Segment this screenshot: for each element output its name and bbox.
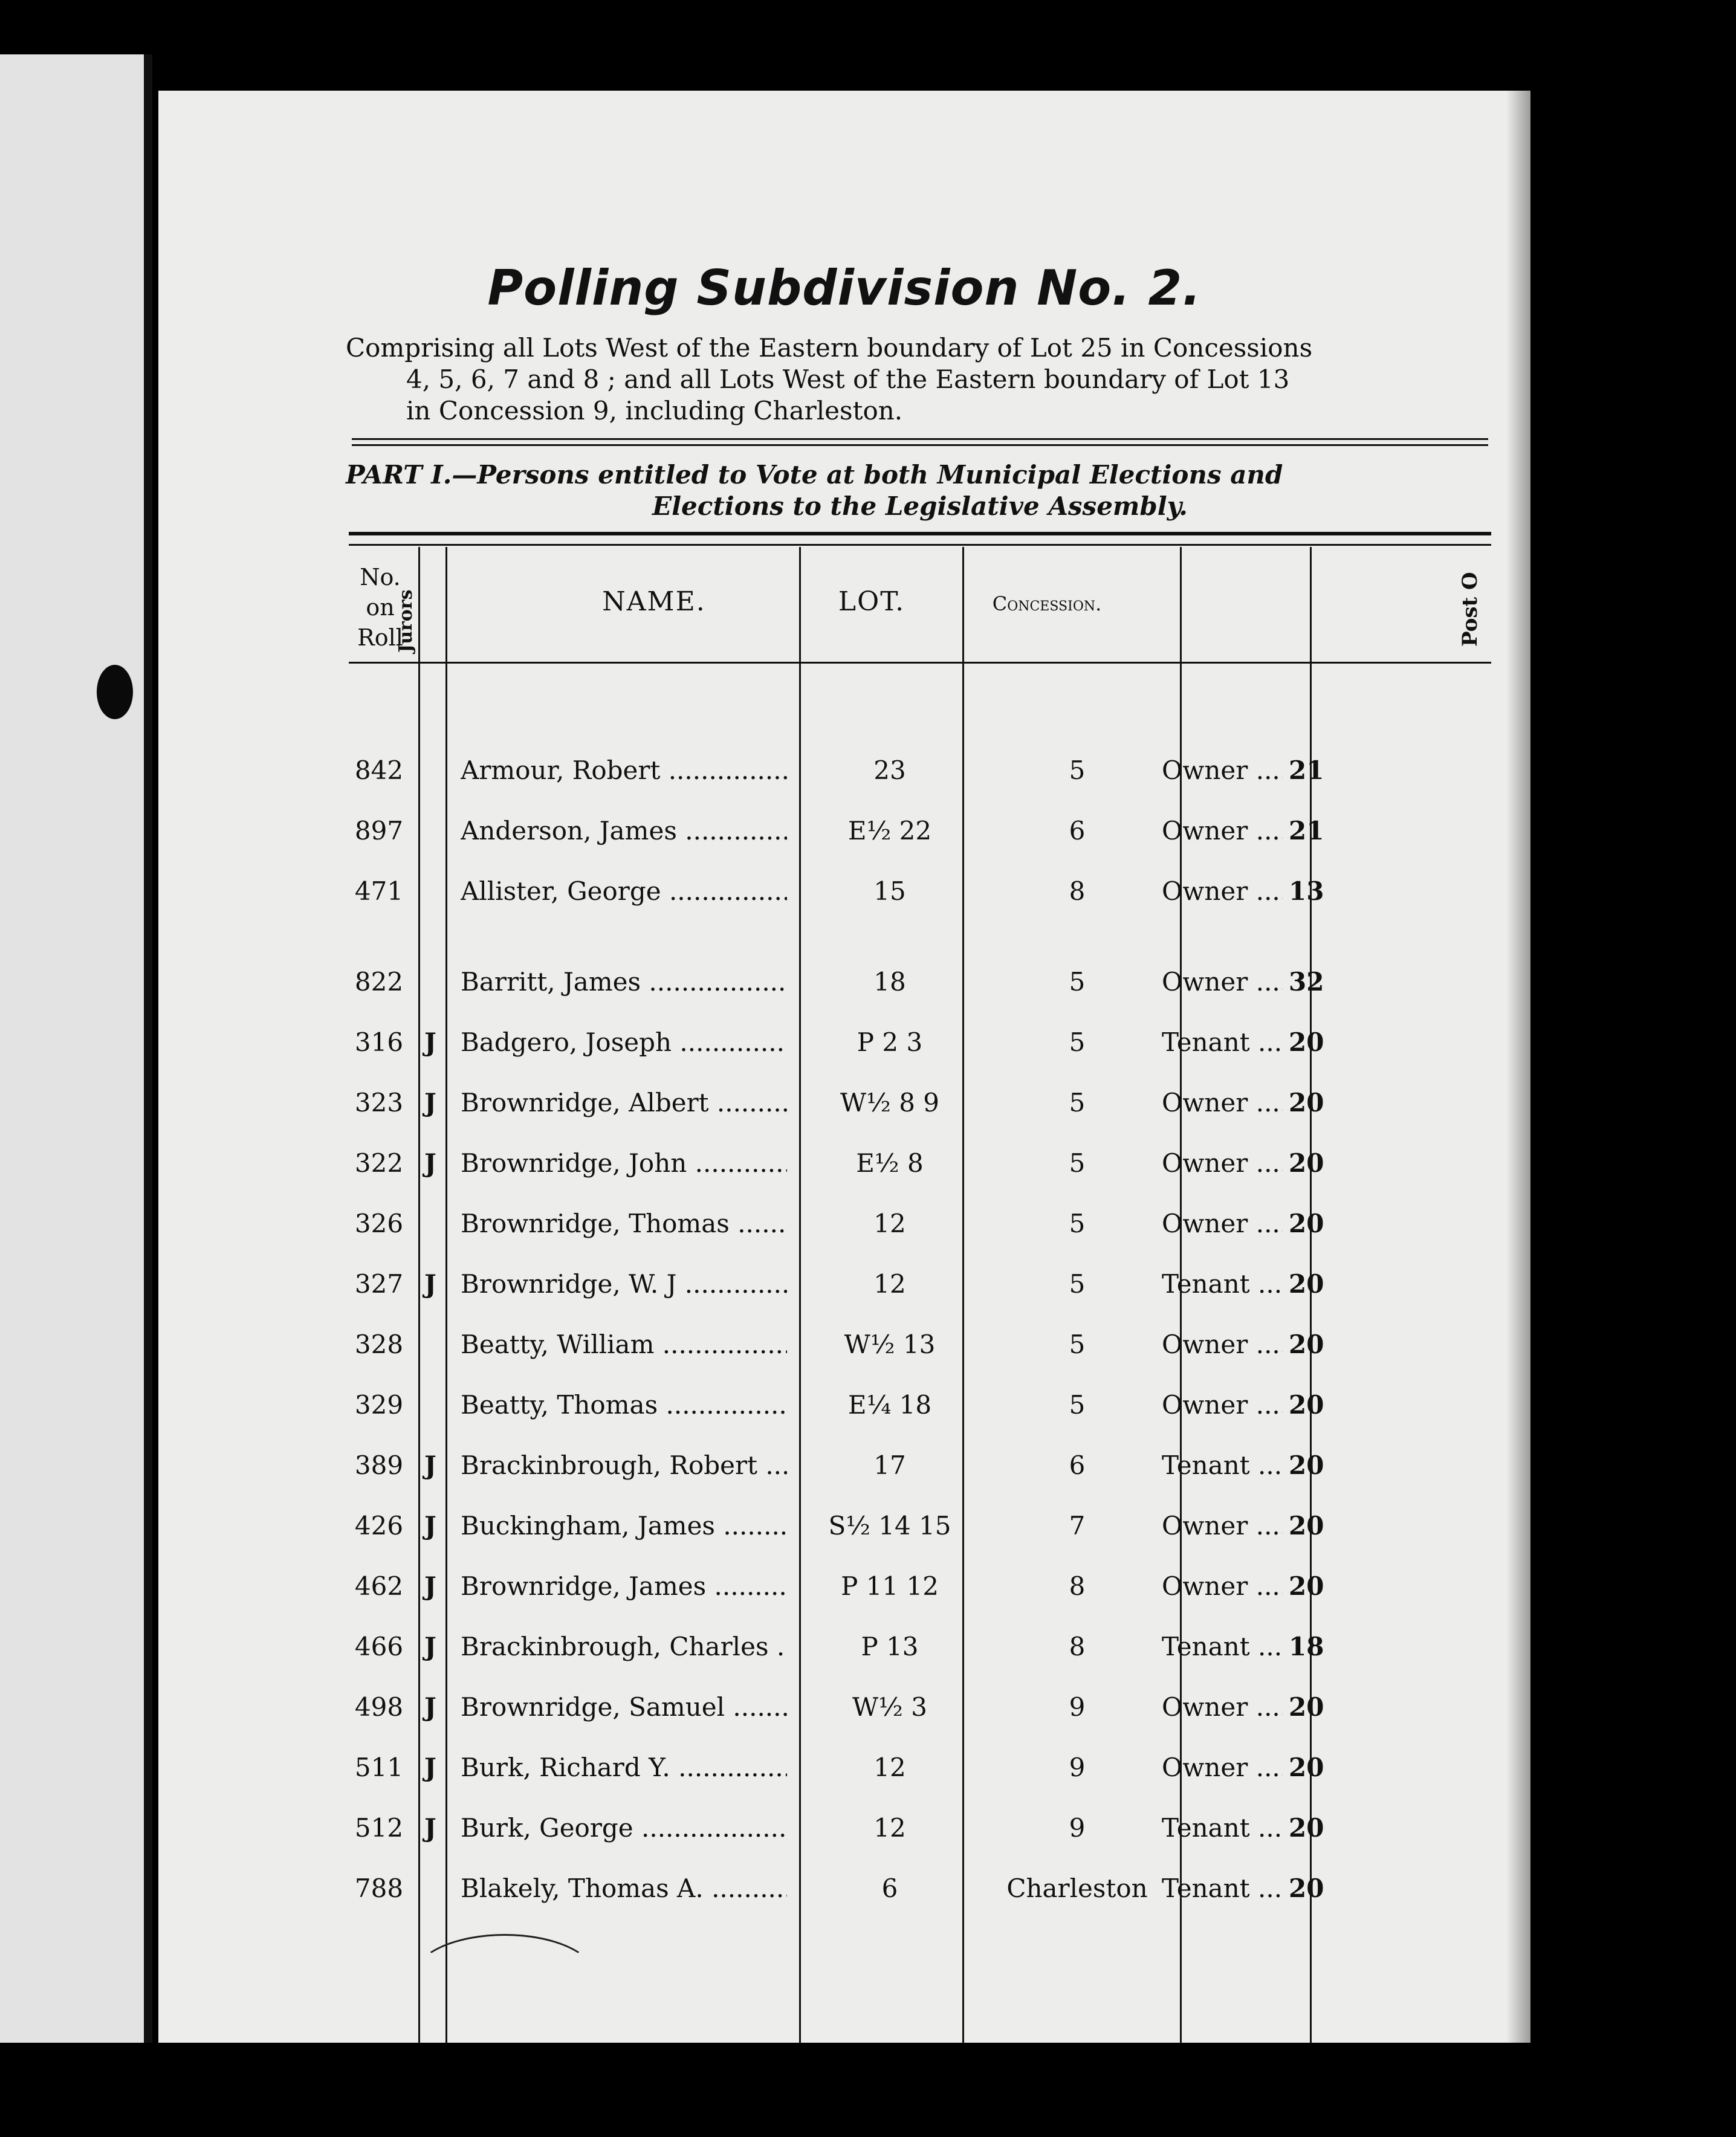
post-office-number: 20: [1289, 1874, 1324, 1903]
post-office-number: 13: [1289, 876, 1324, 906]
subdivision-description: [346, 332, 1494, 427]
elector-name: Brownridge, Samuel .....: [461, 1692, 787, 1722]
roll-number: 322: [354, 1148, 404, 1178]
elector-name: Brownridge, W. J .....: [461, 1269, 787, 1299]
table-row: [340, 1390, 1530, 1450]
elector-name: Barritt, James .....: [461, 967, 787, 997]
juror-mark: J: [424, 1450, 436, 1480]
table-row: [340, 1632, 1530, 1692]
concession: 9: [1069, 1813, 1086, 1843]
post-office-number: 20: [1289, 1571, 1324, 1601]
juror-mark: J: [424, 1148, 436, 1178]
table-row: [340, 1269, 1530, 1330]
post-office-number: 21: [1289, 755, 1324, 785]
roll-number: 822: [354, 967, 404, 997]
concession: 6: [1069, 816, 1086, 845]
lot-number: 18: [873, 967, 906, 997]
table-row: [340, 1027, 1530, 1088]
concession: 5: [1069, 755, 1086, 785]
table-row: [340, 1813, 1530, 1874]
roll-number: 328: [354, 1330, 404, 1359]
concession: 8: [1069, 876, 1086, 906]
concession: 9: [1069, 1753, 1086, 1782]
lot-number: W½ 3: [852, 1692, 927, 1722]
elector-name: Brownridge, James .....: [461, 1571, 787, 1601]
table-top-rule: [349, 544, 1491, 546]
column-header-post-office: Post O: [1458, 572, 1482, 647]
post-office-number: 18: [1289, 1632, 1324, 1661]
tenure-status: Tenant .....: [1162, 1450, 1283, 1480]
roll-number: 842: [354, 755, 404, 785]
concession: 5: [1069, 1148, 1086, 1178]
juror-mark: J: [424, 1692, 436, 1722]
lot-number: 23: [873, 755, 906, 785]
description-line: Comprising all Lots West of the Eastern boundary of Lot 25 in Concessions: [346, 333, 1313, 363]
description-line: in Concession 9, including Charleston.: [406, 396, 903, 425]
concession: 7: [1069, 1511, 1086, 1541]
table-row: [340, 1692, 1530, 1753]
roll-number: 462: [354, 1571, 404, 1601]
lot-number: 17: [873, 1450, 906, 1480]
elector-name: Buckingham, James .....: [461, 1511, 787, 1541]
juror-mark: J: [424, 1088, 436, 1117]
concession: 5: [1069, 1088, 1086, 1117]
tenure-status: Owner .....: [1162, 1148, 1283, 1178]
lot-number: E½ 22: [847, 816, 932, 845]
post-office-number: 20: [1289, 1390, 1324, 1420]
header-bottom-rule: [349, 662, 1491, 664]
roll-number: 327: [354, 1269, 404, 1299]
elector-name: Brownridge, Thomas .....: [461, 1209, 787, 1238]
column-header-jurors: Jurors: [395, 589, 416, 653]
table-row: [340, 816, 1530, 876]
elector-name: Armour, Robert .....: [461, 755, 787, 785]
juror-mark: J: [424, 1511, 436, 1541]
concession: 5: [1069, 1269, 1086, 1299]
part-heading: [346, 459, 1494, 522]
roll-number: 316: [354, 1027, 404, 1057]
tenure-status: Tenant .....: [1162, 1874, 1283, 1903]
ink-blot: [97, 665, 133, 719]
elector-name: Brackinbrough, Charles .....: [461, 1632, 787, 1661]
post-office-number: 20: [1289, 1692, 1324, 1722]
tenure-status: Tenant .....: [1162, 1632, 1283, 1661]
lot-number: W½ 13: [844, 1330, 936, 1359]
roll-number: 512: [354, 1813, 404, 1843]
table-row: [340, 1450, 1530, 1511]
register-page: [158, 91, 1530, 2043]
concession: 5: [1069, 1209, 1086, 1238]
tenure-status: Tenant .....: [1162, 1813, 1283, 1843]
lot-number: S½ 14 15: [828, 1511, 951, 1541]
table-top-rule: [349, 532, 1491, 535]
lot-number: W½ 8 9: [840, 1088, 940, 1117]
concession: 6: [1069, 1450, 1086, 1480]
concession: 9: [1069, 1692, 1086, 1722]
concession: 8: [1069, 1571, 1086, 1601]
elector-name: Brownridge, Albert .....: [461, 1088, 787, 1117]
concession: 5: [1069, 1027, 1086, 1057]
elector-name: Beatty, Thomas .....: [461, 1390, 787, 1420]
elector-name: Brackinbrough, Robert .....: [461, 1450, 787, 1480]
tenure-status: Owner .....: [1162, 1088, 1283, 1117]
tenure-status: Owner .....: [1162, 755, 1283, 785]
roll-number: 329: [354, 1390, 404, 1420]
roll-number: 471: [354, 876, 404, 906]
concession: 8: [1069, 1632, 1086, 1661]
post-office-number: 20: [1289, 1027, 1324, 1057]
part-heading-line: Elections to the Legislative Assembly.: [652, 491, 1188, 521]
lot-number: 12: [873, 1753, 906, 1782]
juror-mark: J: [424, 1027, 436, 1057]
lot-number: P 11 12: [841, 1571, 939, 1601]
elector-name: Blakely, Thomas A. .....: [461, 1874, 787, 1903]
post-office-number: 20: [1289, 1330, 1324, 1359]
post-office-number: 20: [1289, 1813, 1324, 1843]
description-line: 4, 5, 6, 7 and 8 ; and all Lots West of the Eastern boundary of Lot 13: [406, 364, 1290, 394]
table-row: [340, 1148, 1530, 1209]
column-header-lot: LOT.: [838, 586, 905, 617]
column-header-concession: Concession.: [992, 592, 1102, 615]
post-office-number: 20: [1289, 1148, 1324, 1178]
post-office-number: 20: [1289, 1088, 1324, 1117]
roll-number: 466: [354, 1632, 404, 1661]
roll-number: 511: [354, 1753, 404, 1782]
column-header-no-on-roll: No. on Roll: [357, 564, 403, 651]
lot-number: P 13: [861, 1632, 919, 1661]
ink-scratch: [412, 1934, 597, 2022]
roll-number: 788: [354, 1874, 404, 1903]
post-office-number: 20: [1289, 1450, 1324, 1480]
elector-name: Anderson, James .....: [461, 816, 787, 845]
table-row: [340, 1088, 1530, 1148]
part-heading-line: PART I.—Persons entitled to Vote at both Municipal Elections and: [346, 460, 1283, 490]
elector-name: Allister, George .....: [461, 876, 787, 906]
juror-mark: J: [424, 1813, 436, 1843]
post-office-number: 20: [1289, 1269, 1324, 1299]
table-row: [340, 1874, 1530, 1934]
tenure-status: Owner .....: [1162, 1692, 1283, 1722]
elector-name: Burk, Richard Y. .....: [461, 1753, 787, 1782]
roll-number: 389: [354, 1450, 404, 1480]
tenure-status: Owner .....: [1162, 967, 1283, 997]
lot-number: 12: [873, 1209, 906, 1238]
column-header-name: NAME.: [602, 586, 706, 617]
tenure-status: Owner .....: [1162, 816, 1283, 845]
double-rule: [352, 438, 1488, 440]
tenure-status: Owner .....: [1162, 1330, 1283, 1359]
tenure-status: Tenant .....: [1162, 1027, 1283, 1057]
post-office-number: 21: [1289, 816, 1324, 845]
elector-name: Brownridge, John .....: [461, 1148, 787, 1178]
lot-number: 12: [873, 1813, 906, 1843]
juror-mark: J: [424, 1753, 436, 1782]
lot-number: 15: [873, 876, 906, 906]
lot-number: E¼ 18: [847, 1390, 932, 1420]
double-rule: [352, 444, 1488, 446]
tenure-status: Tenant .....: [1162, 1269, 1283, 1299]
lot-number: E½ 8: [856, 1148, 924, 1178]
concession: Charleston: [1006, 1874, 1148, 1903]
table-row: [340, 1330, 1530, 1390]
elector-name: Badgero, Joseph .....: [461, 1027, 787, 1057]
lot-number: 12: [873, 1269, 906, 1299]
juror-mark: J: [424, 1269, 436, 1299]
roll-number: 498: [354, 1692, 404, 1722]
post-office-number: 20: [1289, 1209, 1324, 1238]
roll-number: 426: [354, 1511, 404, 1541]
elector-name: Burk, George .....: [461, 1813, 787, 1843]
juror-mark: J: [424, 1571, 436, 1601]
table-row: [340, 1209, 1530, 1269]
tenure-status: Owner .....: [1162, 1753, 1283, 1782]
lot-number: 6: [881, 1874, 898, 1903]
concession: 5: [1069, 1330, 1086, 1359]
roll-number: 326: [354, 1209, 404, 1238]
concession: 5: [1069, 967, 1086, 997]
tenure-status: Owner .....: [1162, 1511, 1283, 1541]
roll-number: 897: [354, 816, 404, 845]
post-office-number: 20: [1289, 1511, 1324, 1541]
tenure-status: Owner .....: [1162, 876, 1283, 906]
elector-name: Beatty, William .....: [461, 1330, 787, 1359]
table-row: [340, 1511, 1530, 1571]
table-row: [340, 755, 1530, 816]
table-row: [340, 1571, 1530, 1632]
table-row: [340, 967, 1530, 1027]
tenure-status: Owner .....: [1162, 1571, 1283, 1601]
tenure-status: Owner .....: [1162, 1390, 1283, 1420]
post-office-number: 32: [1289, 967, 1324, 997]
page-title: Polling Subdivision No. 2.: [487, 260, 1202, 316]
concession: 5: [1069, 1390, 1086, 1420]
table-row: [340, 1753, 1530, 1813]
juror-mark: J: [424, 1632, 436, 1661]
roll-number: 323: [354, 1088, 404, 1117]
table-row: [340, 876, 1530, 937]
tenure-status: Owner .....: [1162, 1209, 1283, 1238]
facing-page: [0, 54, 144, 2043]
post-office-number: 20: [1289, 1753, 1324, 1782]
lot-number: P 2 3: [857, 1027, 923, 1057]
page-gutter: [144, 54, 152, 2043]
